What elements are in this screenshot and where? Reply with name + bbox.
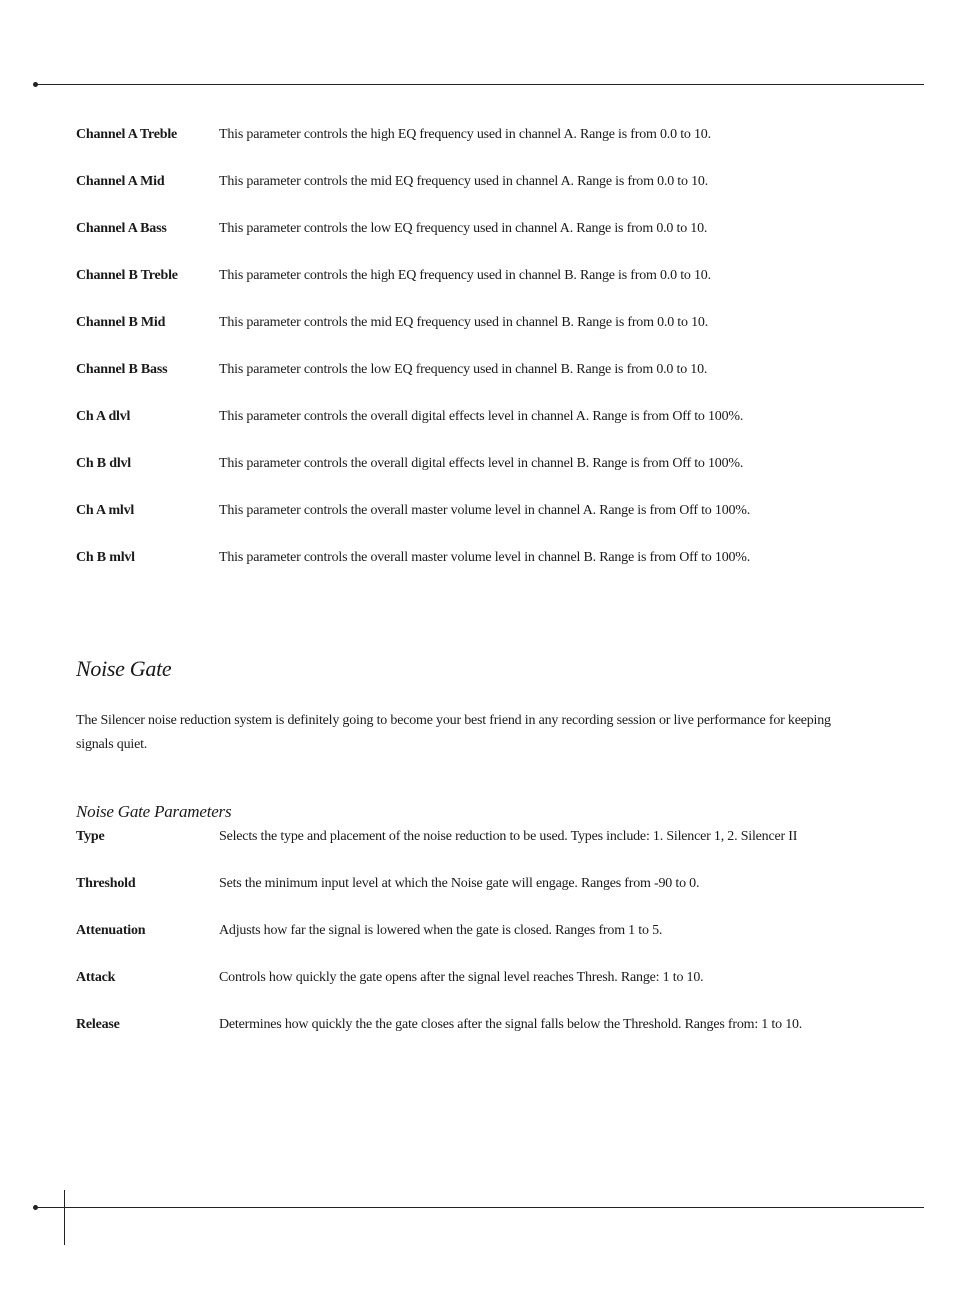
parameter-row: [76, 549, 876, 596]
parameter-name: Attack: [76, 970, 116, 985]
noise-gate-intro: The Silencer noise reduction system is definitely going to become your best friend in any recording session or live performance for keeping signals quiet.: [76, 713, 831, 752]
parameter-name: Ch B dlvl: [76, 456, 131, 471]
noise-gate-parameter-list: [76, 828, 876, 1063]
parameter-name: Channel B Mid: [76, 315, 166, 330]
parameter-description: This parameter controls the overall digital effects level in channel B. Range is from Off to 100%.: [219, 456, 744, 471]
parameter-name: Ch A mlvl: [76, 503, 135, 518]
parameter-description: Selects the type and placement of the noise reduction to be used. Types include: 1. Silencer 1, 2. Silencer II: [219, 829, 798, 844]
parameter-description: This parameter controls the high EQ frequency used in channel A. Range is from 0.0 to 10.: [219, 127, 711, 142]
parameter-name: Channel B Bass: [76, 362, 168, 377]
parameter-name: Ch B mlvl: [76, 550, 135, 565]
bottom-rule: [36, 1207, 924, 1208]
parameter-name: Type: [76, 829, 105, 844]
parameter-row: [76, 969, 876, 1016]
parameter-row: [76, 220, 876, 267]
parameter-name: Channel A Bass: [76, 221, 167, 236]
parameter-description: This parameter controls the low EQ frequency used in channel B. Range is from 0.0 to 10.: [219, 362, 708, 377]
parameter-row: [76, 1016, 876, 1063]
subheading-noise-gate-parameters: Noise Gate Parameters: [76, 802, 232, 821]
channel-parameter-list: [76, 126, 876, 596]
parameter-description: This parameter controls the overall digital effects level in channel A. Range is from Off to 100%.: [219, 409, 744, 424]
parameter-row: [76, 267, 876, 314]
parameter-description: This parameter controls the mid EQ frequency used in channel B. Range is from 0.0 to 10.: [219, 315, 708, 330]
parameter-description: This parameter controls the high EQ frequency used in channel B. Range is from 0.0 to 10.: [219, 268, 711, 283]
bottom-rule-dot: [33, 1205, 38, 1210]
top-rule-dot: [33, 82, 38, 87]
parameter-row: [76, 455, 876, 502]
parameter-row: [76, 875, 876, 922]
top-rule: [36, 84, 924, 85]
parameter-description: This parameter controls the overall master volume level in channel B. Range is from Off to 100%.: [219, 550, 751, 565]
parameter-row: [76, 173, 876, 220]
parameter-name: Threshold: [76, 876, 136, 891]
parameter-description: Adjusts how far the signal is lowered when the gate is closed. Ranges from 1 to 5.: [219, 923, 663, 938]
parameter-description: Determines how quickly the the gate closes after the signal falls below the Threshold. Ranges from: 1 to 10.: [219, 1017, 803, 1032]
parameter-name: Ch A dlvl: [76, 409, 131, 424]
parameter-row: [76, 922, 876, 969]
parameter-row: [76, 314, 876, 361]
parameter-name: Attenuation: [76, 923, 146, 938]
parameter-description: Sets the minimum input level at which the Noise gate will engage. Ranges from -90 to 0.: [219, 876, 700, 891]
parameter-name: Channel B Treble: [76, 268, 178, 283]
parameter-description: This parameter controls the low EQ frequency used in channel A. Range is from 0.0 to 10.: [219, 221, 708, 236]
parameter-row: [76, 502, 876, 549]
parameter-row: [76, 408, 876, 455]
page-corner-mark: [64, 1190, 65, 1245]
parameter-description: This parameter controls the mid EQ frequency used in channel A. Range is from 0.0 to 10.: [219, 174, 708, 189]
parameter-name: Channel A Mid: [76, 174, 165, 189]
parameter-name: Channel A Treble: [76, 127, 178, 142]
parameter-name: Release: [76, 1017, 120, 1032]
parameter-row: [76, 361, 876, 408]
parameter-description: This parameter controls the overall master volume level in channel A. Range is from Off to 100%.: [219, 503, 751, 518]
parameter-row: [76, 828, 876, 875]
section-heading-noise-gate: Noise Gate: [76, 656, 172, 681]
parameter-row: [76, 126, 876, 173]
parameter-description: Controls how quickly the gate opens after the signal level reaches Thresh. Range: 1 to 10.: [219, 970, 704, 985]
